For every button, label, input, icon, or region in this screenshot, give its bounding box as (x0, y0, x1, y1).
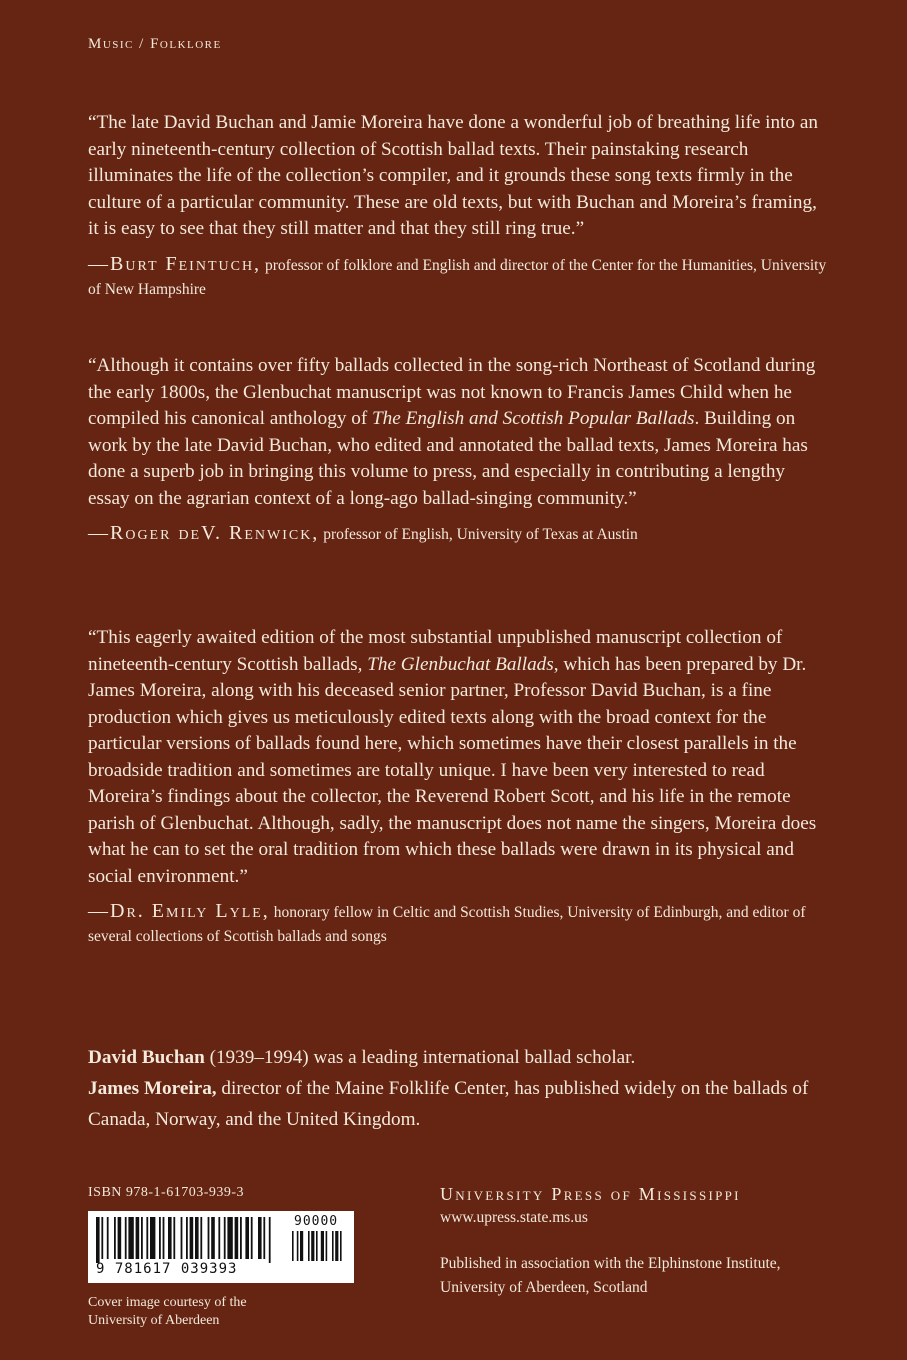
blurb-attribution (88, 252, 828, 302)
blurb-text (88, 353, 828, 512)
blurb-text (88, 625, 828, 890)
barcode-bar (311, 1231, 314, 1261)
barcode-bar (263, 1217, 265, 1259)
barcode-bar (159, 1217, 161, 1259)
barcode-bar (292, 1231, 294, 1261)
barcode-bar (114, 1217, 116, 1259)
barcode-bar (316, 1231, 318, 1261)
blurb-renwick (88, 353, 828, 547)
barcode (88, 1211, 354, 1283)
barcode-bar (163, 1217, 165, 1259)
reviewer-name: —Roger deV. Renwick, (88, 522, 320, 544)
barcode-digits: 9 781617 039393 (96, 1261, 238, 1277)
barcode-bar (240, 1217, 242, 1259)
barcode-bar (128, 1217, 133, 1259)
author-bios (88, 1042, 828, 1135)
bio-text: director of the Maine Folklife Center, has published widely on the ballads of Canada, Norway, and the United Kingdom. (88, 1078, 809, 1130)
publisher-url: www.upress.state.ms.us (440, 1209, 588, 1226)
bio-moreira (88, 1073, 828, 1135)
barcode-bar (200, 1217, 202, 1259)
barcode-bar (211, 1217, 215, 1259)
barcode-bar (136, 1217, 140, 1259)
category-label: Music / Folklore (88, 36, 222, 52)
barcode-bar (118, 1217, 122, 1259)
barcode-price-code: 90000 (294, 1214, 339, 1229)
barcode-bar (321, 1231, 324, 1261)
barcode-bar (101, 1217, 103, 1259)
barcode-bar (308, 1231, 310, 1261)
barcode-bar (332, 1231, 334, 1261)
blurb-text-part: “This eagerly awaited edition of the most substantial unpublished manuscript collection of nineteenth-century Scottish ballads, (88, 627, 783, 675)
publisher-association: Published in association with the Elphinstone Institute, University of Aberdeen, Scotland (440, 1255, 781, 1296)
author-name: James Moreira, (88, 1078, 217, 1099)
barcode-bar (245, 1217, 249, 1259)
barcode-bar (173, 1217, 175, 1259)
barcode-bar (300, 1231, 303, 1261)
blurb-lyle (88, 625, 828, 949)
blurb-text: “The late David Buchan and Jamie Moreira have done a wonderful job of breathing life into an early nineteenth-century collection of Scottish ballad texts. Their painstaking research illuminates the life of the collection’s compiler, and it grounds these song texts firmly in the culture of a particular community. These are old texts, but with Buchan and Moreira’s framing, it is easy to see that they still matter and that they still ring true.” (88, 112, 818, 239)
barcode-bar (208, 1217, 210, 1259)
reviewer-affiliation: professor of English, University of Texas at Austin (323, 526, 638, 543)
barcode-bar (146, 1217, 148, 1259)
barcode-bar (235, 1217, 239, 1259)
barcode-bar (335, 1231, 338, 1261)
barcode-bar (195, 1217, 199, 1259)
barcode-bar (125, 1217, 127, 1259)
bio-text: (1939–1994) was a leading international ballad scholar. (204, 1047, 636, 1068)
barcode-bar (181, 1217, 183, 1259)
book-title: The Glenbuchat Ballads (367, 653, 554, 675)
barcode-bar (218, 1217, 220, 1259)
barcode-bar (186, 1217, 188, 1259)
reviewer-affiliation: professor of folklore and English and director of the Center for the Humanities, University of New Hampshire (88, 256, 827, 298)
barcode-bar (150, 1217, 155, 1259)
barcode-bar (107, 1217, 109, 1259)
barcode-bar (190, 1217, 194, 1259)
barcode-bar (258, 1217, 262, 1259)
blurb-attribution (88, 899, 828, 949)
blurb-text-part: , which has been prepared by Dr. James Moreira, along with his deceased senior partner, Professor David Buchan, is a fine production which gives us meticulously edited texts along with the broad context for the particular versions of ballads found here, which sometimes have their closest parallels in the broadside tradition and sometimes are totally unique. I have been very interested to read Moreira’s findings about the collector, the Reverend Robert Scott, and his life in the remote parish of Glenbuchat. Although, sadly, the manuscript does not name the singers, Moreira does what he can to set the oral tradition from which these ballads were drawn in its physical and social environment.” (88, 653, 817, 887)
barcode-bar (141, 1217, 143, 1259)
reviewer-name: —Burt Feintuch, (88, 252, 262, 275)
bio-buchan (88, 1042, 828, 1073)
barcode-bar (168, 1217, 172, 1259)
cover-credit: Cover image courtesy of the University of Aberdeen (88, 1295, 247, 1328)
book-title: The English and Scottish Popular Ballads (372, 408, 695, 429)
reviewer-name: —Dr. Emily Lyle, (88, 900, 270, 922)
blurb-attribution (88, 521, 828, 547)
blurb-text-part: “Although it contains over fifty ballads collected in the song-rich Northeast of Scotland during the early 1800s, the Glenbuchat manuscript was not known to Francis James Child when he compiled his canonical anthology of (88, 355, 816, 429)
barcode-bar (297, 1231, 299, 1261)
barcode-bar (269, 1217, 271, 1263)
barcode-bar (251, 1217, 253, 1259)
barcode-bar (340, 1231, 342, 1261)
barcode-bar (227, 1217, 232, 1259)
barcode-bar (224, 1217, 226, 1259)
blurb-feintuch (88, 110, 828, 302)
barcode-bar (326, 1231, 328, 1261)
isbn: ISBN 978-1-61703-939-3 (88, 1185, 245, 1200)
publisher-block (440, 1182, 840, 1300)
barcode-bar (96, 1217, 100, 1263)
publisher-name: University Press of Mississippi (440, 1184, 741, 1204)
blurb-text-part: . Building on work by the late David Buchan, who edited and annotated the ballad texts, James Moreira has done a superb job in bringing this volume to press, and especially in contributing a lengthy essay on the agrarian context of a long-ago ballad-singing community.” (88, 408, 808, 509)
author-name: David Buchan (88, 1047, 205, 1068)
reviewer-affiliation: honorary fellow in Celtic and Scottish Studies, University of Edinburgh, and editor of several collections of Scottish ballads and songs (88, 904, 806, 945)
